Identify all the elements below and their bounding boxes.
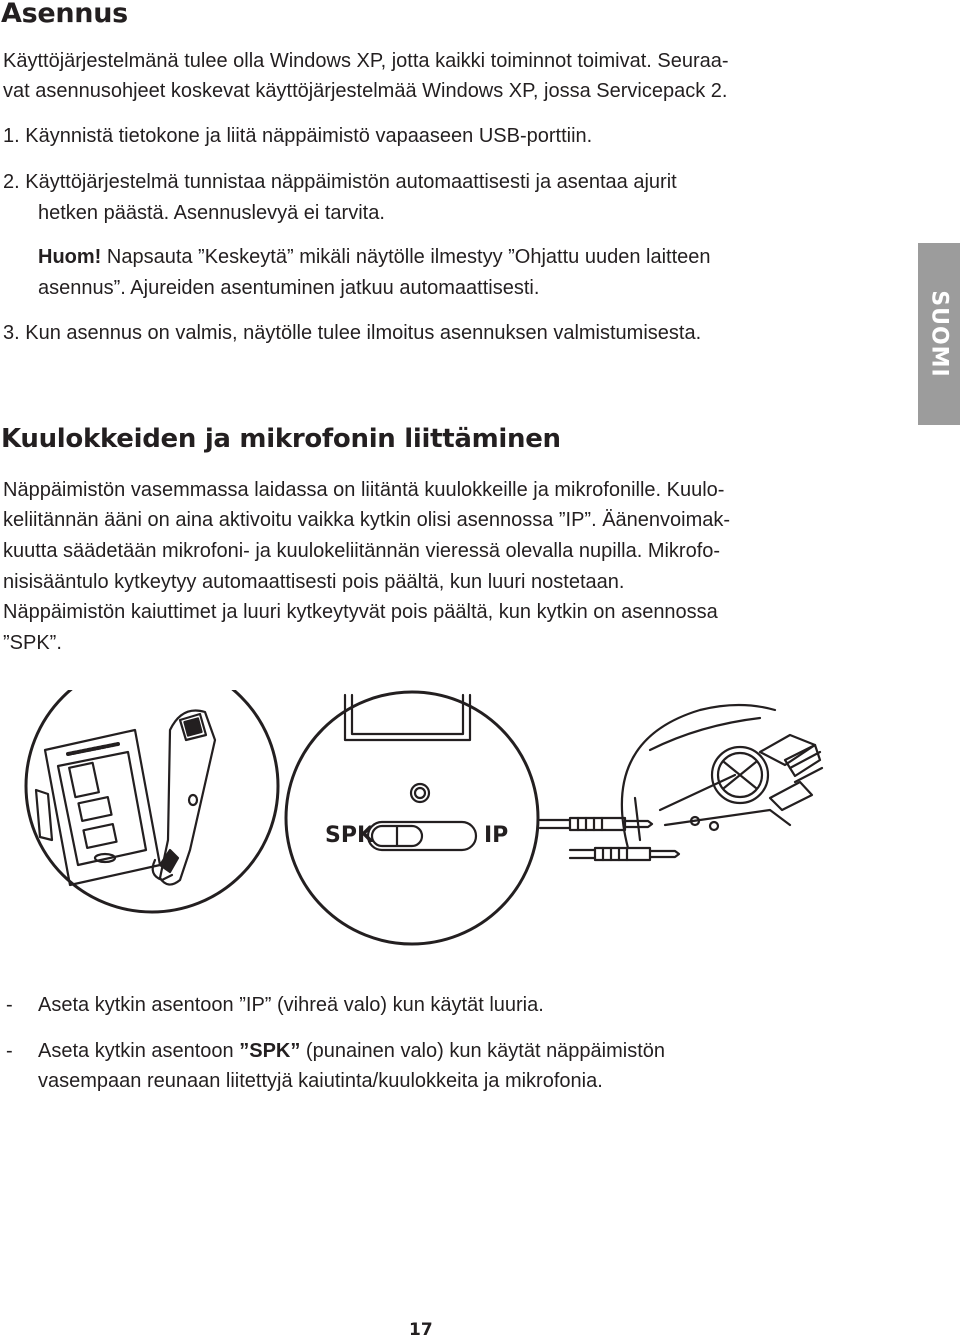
body-line-6: ”SPK”.: [3, 632, 62, 654]
bullet-1-text: Aseta kytkin asentoon ”IP” (vihreä valo) kun käytät luuria.: [38, 994, 544, 1016]
switch-spk-label: SPK: [325, 823, 375, 848]
body-line-2: keliitännän ääni on aina aktivoitu vaikka kytkin olisi asennossa ”IP”. Äänenvoimak-: [3, 509, 731, 531]
page-number: 17: [409, 1320, 433, 1340]
switch-ip-label: IP: [484, 823, 509, 848]
keyboard-jacks-drawing: [540, 705, 822, 860]
note-label: Huom!: [38, 246, 102, 268]
step-1: 1. Käynnistä tietokone ja liitä näppäimistö vapaaseen USB-porttiin.: [3, 125, 593, 147]
headset-connection-illustration: [0, 690, 960, 950]
intro-line-2: vat asennusohjeet koskevat käyttöjärjestelmää Windows XP, jossa Servicepack 2.: [3, 80, 728, 102]
step-2-line-1: 2. Käyttöjärjestelmä tunnistaa näppäimistön automaattisesti ja asentaa ajurit: [3, 171, 677, 193]
intro-line-1: Käyttöjärjestelmänä tulee olla Windows XP, jotta kaikki toiminnot toimivat. Seuraa-: [3, 50, 729, 72]
bullet-2-pre: Aseta kytkin asentoon: [38, 1040, 240, 1062]
language-side-tab: [918, 243, 960, 425]
body-line-4: nisisääntulo kytkeytyy automaattisesti pois päältä, kun luuri nostetaan.: [3, 571, 625, 593]
body-line-5: Näppäimistön kaiuttimet ja luuri kytkeytyvät pois päältä, kun kytkin on asennossa: [3, 601, 718, 623]
section-title-asennus: Asennus: [1, 0, 128, 29]
step-2-line-2: hetken päästä. Asennuslevyä ei tarvita.: [38, 202, 385, 224]
bullet-2-dash: -: [6, 1040, 13, 1062]
bullet-2-post: (punainen valo) kun käytät näppäimistön: [300, 1040, 666, 1062]
note-text: Napsauta ”Keskeytä” mikäli näytölle ilmestyy ”Ohjattu uuden laitteen: [101, 246, 711, 268]
bullet-2-bold: ”SPK”: [239, 1040, 301, 1062]
bullet-1-dash: -: [6, 994, 13, 1016]
language-side-tab-label: SUOMI: [926, 290, 952, 378]
body-line-3: kuutta säädetään mikrofoni- ja kuulokeliitännän vieressä olevalla nupilla. Mikrofo-: [3, 540, 721, 562]
body-line-1: Näppäimistön vasemmassa laidassa on liitäntä kuulokkeille ja mikrofonille. Kuulo-: [3, 479, 725, 501]
spk-ip-switch-drawing: [286, 692, 538, 944]
note-line-2: asennus”. Ajureiden asentuminen jatkuu automaattisesti.: [38, 277, 540, 299]
note-line-1: [38, 242, 711, 273]
handset-cradle-drawing: [26, 690, 278, 912]
bullet-2-line-1: [38, 1036, 665, 1067]
step-3: 3. Kun asennus on valmis, näytölle tulee ilmoitus asennuksen valmistumisesta.: [3, 322, 702, 344]
section-title-headset: Kuulokkeiden ja mikrofonin liittäminen: [1, 424, 561, 454]
bullet-2-line-2: vasempaan reunaan liitettyjä kaiutinta/kuulokkeita ja mikrofonia.: [38, 1070, 603, 1092]
